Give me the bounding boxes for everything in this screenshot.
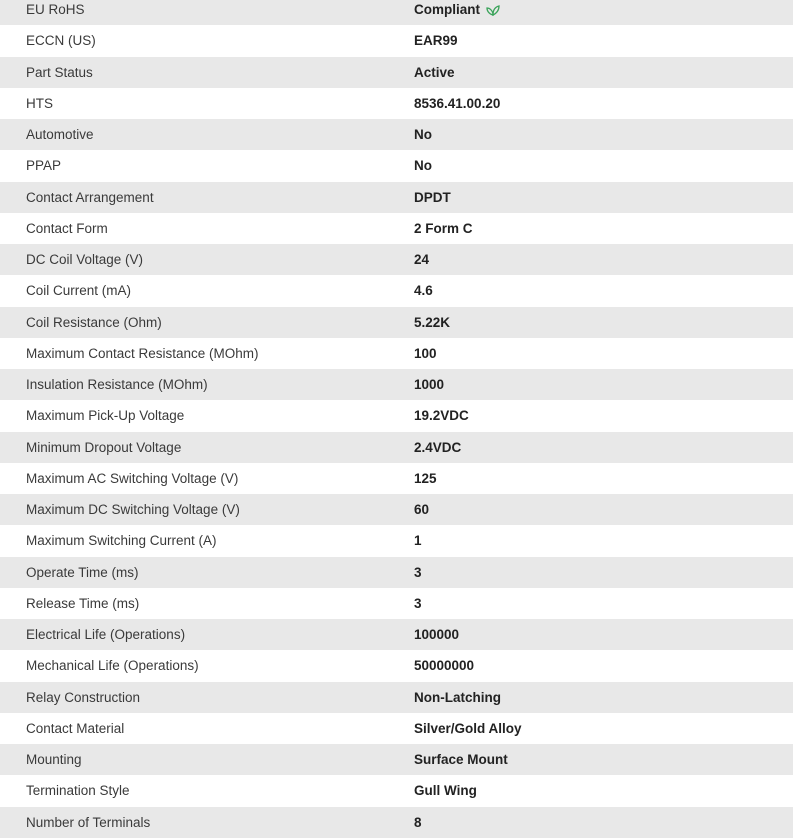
spec-value-cell [414,525,793,556]
spec-row [0,25,793,56]
spec-value-cell [414,275,793,306]
spec-label: Contact Form [26,220,108,236]
spec-row [0,650,793,681]
spec-label: PPAP [26,158,62,174]
spec-value: Surface Mount [414,752,508,768]
spec-value: No [414,158,432,174]
spec-row [0,557,793,588]
spec-label: Part Status [26,64,93,80]
spec-label: Operate Time (ms) [26,564,139,580]
spec-value-cell [414,182,793,213]
spec-value: No [414,127,432,143]
spec-row [0,307,793,338]
spec-value: 1 [414,533,422,549]
spec-value-cell [414,338,793,369]
spec-row [0,338,793,369]
spec-value-cell [414,682,793,713]
spec-value: Active [414,64,455,80]
spec-value-cell [414,557,793,588]
spec-value: 8 [414,814,422,830]
spec-value: Gull Wing [414,783,477,799]
spec-value-cell [414,713,793,744]
spec-value: EAR99 [414,33,458,49]
spec-value: 50000000 [414,658,475,674]
spec-value: 125 [414,470,437,486]
spec-row [0,619,793,650]
spec-row [0,88,793,119]
spec-value-cell [414,744,793,775]
spec-value: 3 [414,564,422,580]
spec-row [0,244,793,275]
spec-label: Minimum Dropout Voltage [26,439,182,455]
spec-row [0,807,793,838]
spec-value: 19.2VDC [414,408,469,424]
spec-row [0,182,793,213]
spec-value: DPDT [414,189,451,205]
spec-row [0,275,793,306]
spec-value: 3 [414,595,422,611]
spec-value-cell [414,807,793,838]
spec-value-cell [414,0,793,25]
spec-row [0,213,793,244]
spec-value-cell [414,25,793,56]
spec-label: Automotive [26,127,94,143]
spec-label: HTS [26,95,53,111]
spec-row [0,588,793,619]
spec-value-cell [414,619,793,650]
spec-value-cell [414,213,793,244]
spec-value-cell [414,432,793,463]
spec-value: 100000 [414,627,460,643]
spec-label: Release Time (ms) [26,595,140,611]
spec-label: Termination Style [26,783,130,799]
spec-value-cell [414,88,793,119]
spec-label: Maximum AC Switching Voltage (V) [26,470,239,486]
spec-label: Insulation Resistance (MOhm) [26,377,208,393]
spec-value-cell [414,400,793,431]
spec-label: Mechanical Life (Operations) [26,658,199,674]
spec-value: Non-Latching [414,689,501,705]
spec-row [0,400,793,431]
spec-value: 2 Form C [414,220,473,236]
spec-label: Maximum Switching Current (A) [26,533,217,549]
spec-label: Maximum Contact Resistance (MOhm) [26,345,259,361]
spec-label: Maximum DC Switching Voltage (V) [26,502,240,518]
spec-row [0,150,793,181]
spec-row [0,432,793,463]
spec-row [0,463,793,494]
spec-label: Electrical Life (Operations) [26,627,186,643]
spec-label: ECCN (US) [26,33,96,49]
spec-value: Compliant [414,2,480,18]
spec-value-cell [414,650,793,681]
spec-label: Relay Construction [26,689,141,705]
spec-value: 4.6 [414,283,433,299]
spec-label: Contact Material [26,720,125,736]
spec-row [0,494,793,525]
spec-label: Coil Resistance (Ohm) [26,314,162,330]
spec-value: Silver/Gold Alloy [414,720,522,736]
spec-row [0,682,793,713]
spec-label: Mounting [26,752,82,768]
spec-value: 5.22K [414,314,451,330]
spec-value-cell [414,150,793,181]
spec-value: 24 [414,252,430,268]
spec-value-cell [414,369,793,400]
spec-row [0,57,793,88]
spec-row [0,369,793,400]
spec-label: DC Coil Voltage (V) [26,252,144,268]
spec-label: EU RoHS [26,2,85,18]
spec-row [0,775,793,806]
spec-value: 1000 [414,377,445,393]
spec-label: Contact Arrangement [26,189,154,205]
spec-value: 2.4VDC [414,439,462,455]
leaf-icon [486,4,500,16]
spec-value-cell [414,57,793,88]
spec-value: 8536.41.00.20 [414,95,501,111]
spec-value-cell [414,244,793,275]
spec-row [0,744,793,775]
spec-label: Number of Terminals [26,814,151,830]
spec-row [0,119,793,150]
spec-label: Coil Current (mA) [26,283,132,299]
spec-value-cell [414,494,793,525]
spec-value-cell [414,119,793,150]
spec-row [0,713,793,744]
spec-value-cell [414,775,793,806]
spec-row [0,0,793,25]
spec-value-cell [414,307,793,338]
spec-value-cell [414,463,793,494]
spec-value-cell [414,588,793,619]
spec-label: Maximum Pick-Up Voltage [26,408,185,424]
spec-row [0,525,793,556]
spec-value: 60 [414,502,430,518]
spec-value: 100 [414,345,437,361]
